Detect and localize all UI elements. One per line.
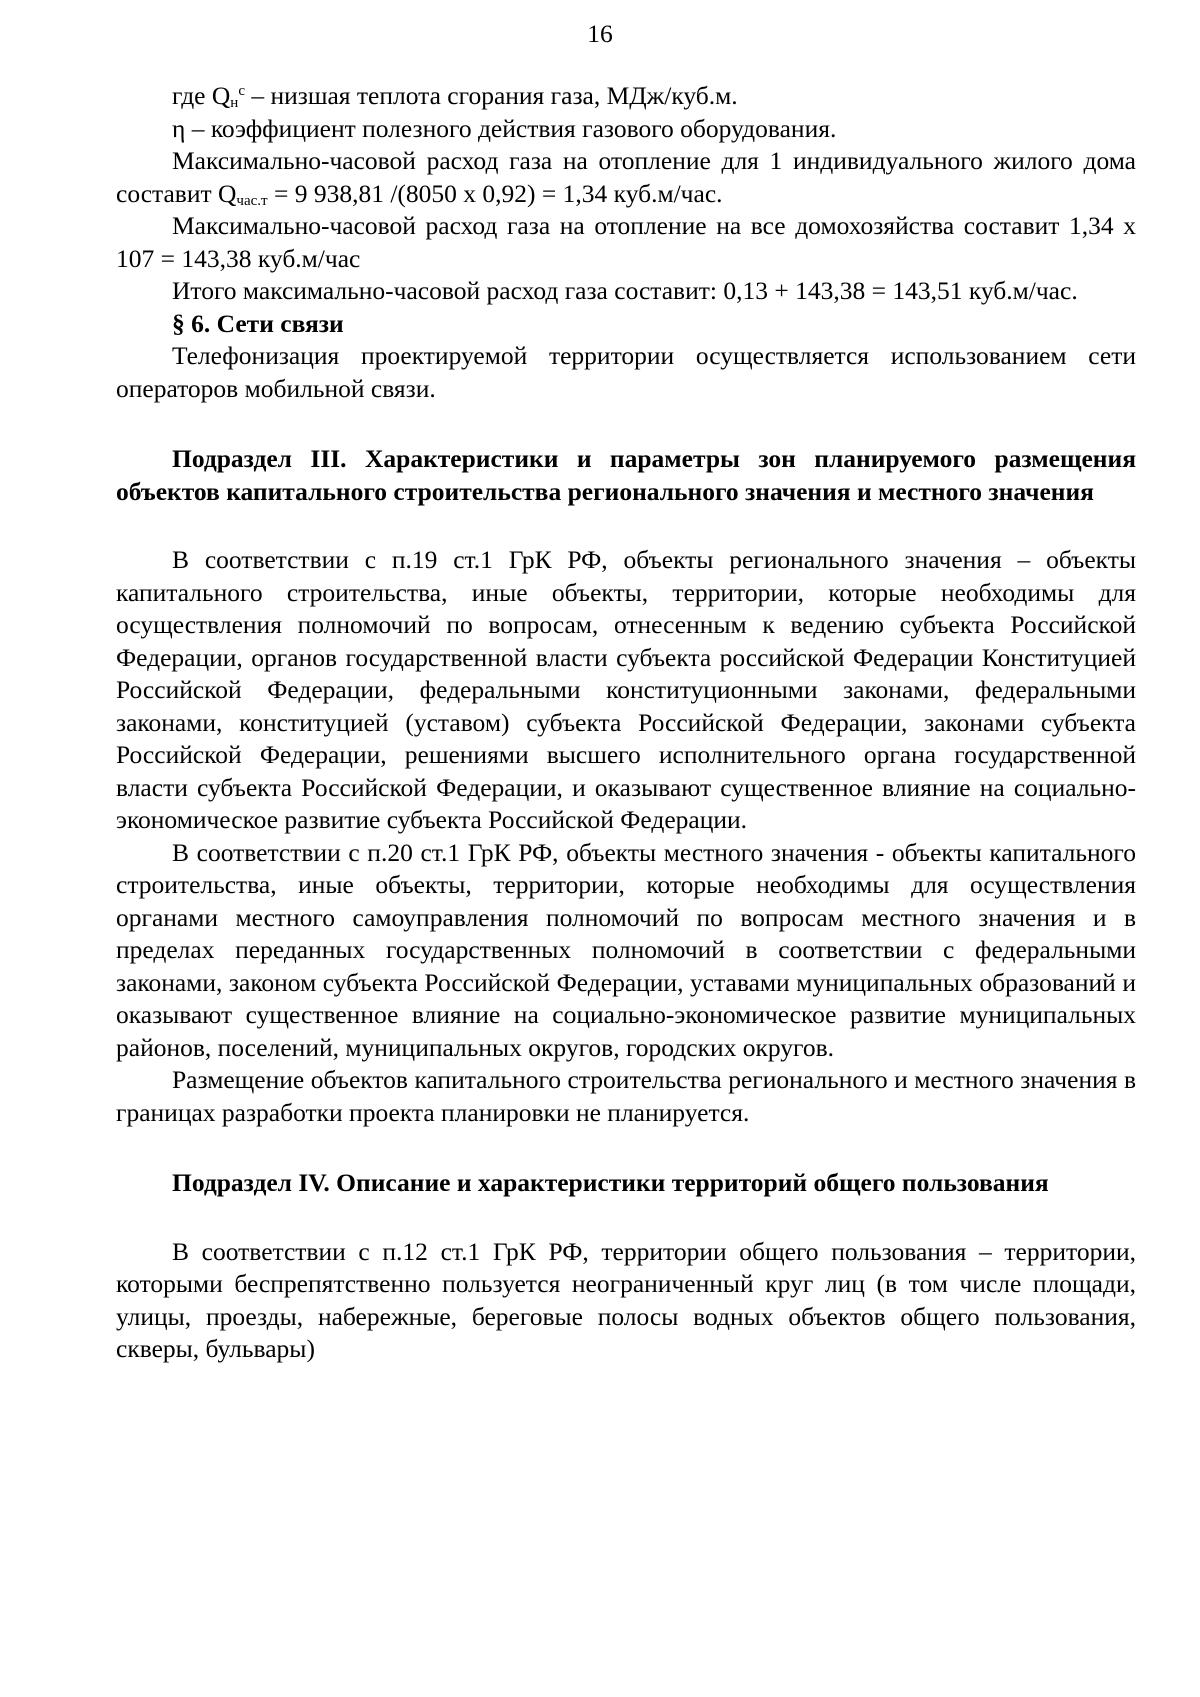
gas-consumption-all-households: Максимально-часовой расход газа на отопление на все домохозяйства составит 1,34 х 107 = 143,38 куб.м/час — [116, 211, 1136, 273]
subsection-3-paragraph-3: Размещение объектов капитального строительства регионального и местного значения в границах разработки проекта планировки не планируется. — [116, 1065, 1136, 1127]
document-body — [116, 80, 1136, 1366]
formula-explanation-q: где $Q_н^с$ – низшая теплота сгорания газа, МДж/куб.м. — [172, 81, 738, 111]
gas-consumption-total: Итого максимально-часовой расход газа составит: 0,13 + 143,38 = 143,51 куб.м/час. — [172, 276, 1078, 305]
subsection-4-paragraph-1: В соответствии с п.12 ст.1 ГрК РФ, территории общего пользования – территории, которыми беспрепятственно пользуется неограниченный круг лиц (в том числе площади, улицы, проезды, набережные, береговые полосы водных объектов общего пользования, скверы, бульвары) — [116, 1236, 1136, 1363]
page-number: 16 — [587, 19, 613, 48]
subsection-3-heading: Подраздел III. Характеристики и параметры зон планируемого размещения объектов капитального строительства регионального значения и местного значения — [116, 444, 1136, 506]
section-6-text: Телефонизация проектируемой территории осуществляется использованием сети операторов мобильной связи. — [116, 341, 1136, 403]
subsection-4-heading: Подраздел IV. Описание и характеристики территорий общего пользования — [172, 1168, 1049, 1197]
gas-consumption-single-house: Максимально-часовой расход газа на отопление для 1 индивидуального жилого дома составит $Q_{час.т} = 9$ 938,81 /(8050 х 0,92) = 1,34 куб.м/час. — [116, 146, 1136, 209]
subsection-3-paragraph-1: В соответствии с п.19 ст.1 ГрК РФ, объекты регионального значения – объекты капитального строительства, иные объекты, территории, которые необходимы для осуществления полномочий по вопросам, отнесенным к ведению субъекта Российской Федерации, органов государственной власти субъекта российской Федерации Конституцией Российской Федерации, федеральными конституционными законами, федеральными законами, конституцией (уставом) субъекта Российской Федерации, законами субъекта Российской Федерации, решениями высшего исполнительного органа государственной власти субъекта Российской Федерации, и оказывают существенное влияние на социально-экономическое развитие субъекта Российской Федерации. — [116, 545, 1136, 834]
formula-explanation-eta: η – коэффициент полезного действия газового оборудования. — [172, 113, 837, 143]
subsection-3-paragraph-2: В соответствии с п.20 ст.1 ГрК РФ, объекты местного значения - объекты капитального строительства, иные объекты, территории, которые необходимы для осуществления органами местного самоуправления полномочий по вопросам местного значения и в пределах переданных государственных полномочий в соответствии с федеральными законами, законом субъекта Российской Федерации, уставами муниципальных образований и оказывают существенное влияние на социально-экономическое развитие муниципальных районов, поселений, муниципальных округов, городских округов. — [116, 837, 1136, 1062]
section-6-title: § 6. Сети связи — [172, 308, 344, 338]
